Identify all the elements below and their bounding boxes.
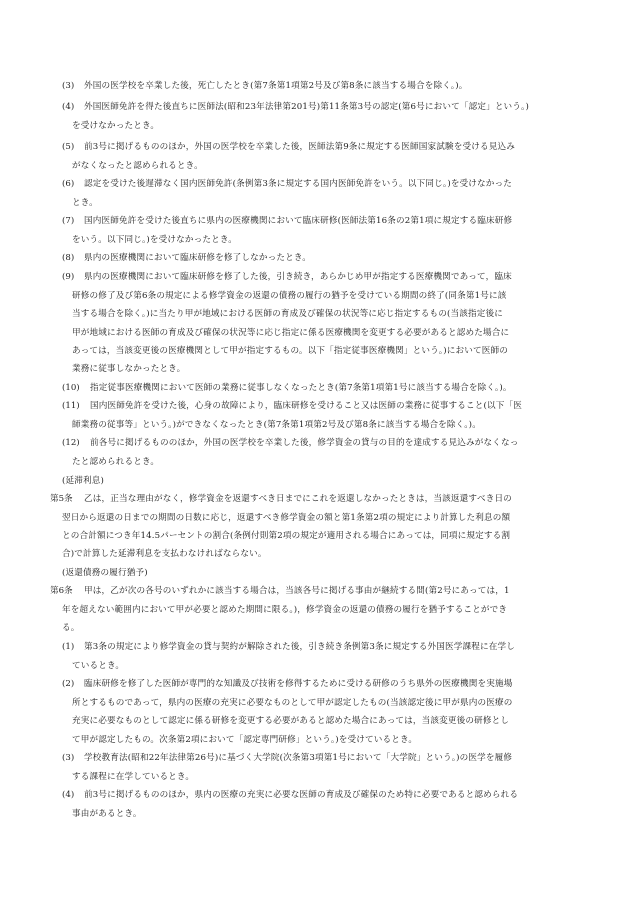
item-text: 充実に必要なものとして認定に係る研修を変更する必要があると認めた場合にあっては，当該変更後の研修とし <box>72 716 510 726</box>
item-number: (12) <box>62 438 80 448</box>
item-number: (2) <box>62 679 75 689</box>
article-text: る。 <box>62 623 80 633</box>
article-text: 翌日から返還の日までの期間の日数に応じ，返還すべき修学資金の額と第1条第2項の規定により計算した利息の額 <box>62 513 511 523</box>
item-number: (4) <box>62 790 75 800</box>
item-text: 研修の修了及び第6条の規定による修学資金の返還の債務の履行の猶予を受けている期間の終了(同条第1号に該 <box>72 291 507 301</box>
section-heading: (返還債務の履行猶予) <box>62 568 148 578</box>
item-text: をいう。以下同じ。)を受けなかったとき。 <box>72 235 237 245</box>
item-text: 学校教育法(昭和22年法律第26号)に基づく大学院(次条第3項第1号において「大学院」という。)の医学を履修 <box>84 753 513 763</box>
article-text: 年を超えない範囲内において甲が必要と認めた期間に限る。)，修学資金の返還の債務の履行を猶予することができ <box>62 605 508 615</box>
section-heading: (延滞利息) <box>62 476 104 486</box>
item-number: (7) <box>62 216 75 226</box>
item-text: 指定従事医療機関において医師の業務に従事しなくなったとき(第7条第1項第1号に該当する場合を除く。)。 <box>90 383 512 393</box>
article-text: 乙は，正当な理由がなく，修学資金を返還すべき日までにこれを返還しなかったときは，当該返還すべき日の <box>84 494 512 504</box>
article-text: との合計額につき年14.5パーセントの割合(条例付則第2項の規定が適用される場合にあっては，同項に規定する割 <box>62 531 511 541</box>
item-text: する課程に在学しているとき。 <box>72 772 195 782</box>
item-text: 国内医師免許を受けた後，心身の故障により，臨床研修を受けること又は医師の業務に従事すること(以下「医 <box>90 401 522 411</box>
item-text: 業務に従事しなかったとき。 <box>72 364 186 374</box>
item-text: とき。 <box>72 198 98 208</box>
item-text: 前各号に掲げるもののほか，外国の医学校を卒業した後，修学資金の貸与の目的を達成する見込みがなくなっ <box>90 438 519 448</box>
article-text: 合)で計算した延滞利息を支払わなければならない。 <box>62 549 267 559</box>
item-text: 県内の医療機関において臨床研修を修了しなかったとき。 <box>84 253 311 263</box>
item-text: て甲が認定したもの。次条第2項において「認定専門研修」という。)を受けているとき。 <box>72 735 418 745</box>
item-number: (11) <box>62 401 80 411</box>
article-text: 甲は，乙が次の各号のいずれかに該当する場合は，当該各号に掲げる事由が継続する間(第2号にあっては，1 <box>84 586 510 596</box>
item-number: (5) <box>62 142 75 152</box>
item-text: を受けなかったとき。 <box>72 121 160 131</box>
item-number: (10) <box>62 383 80 393</box>
item-text: 当する場合を除く。)に当たり甲が地域における医師の育成及び確保の状況等に応じ指定するもの(当該指定後に <box>72 309 503 319</box>
item-text: ているとき。 <box>72 661 125 671</box>
item-text: がなくなったと認められるとき。 <box>72 161 203 171</box>
item-text: 前3号に掲げるもののほか，外国の医学校を卒業した後，医師法第9条に規定する医師国家試験を受ける見込み <box>84 142 515 152</box>
item-text: 事由があるとき。 <box>72 809 142 819</box>
item-text: 外国の医学校を卒業した後，死亡したとき(第7条第1項第2号及び第8条に該当する場合を除く。)。 <box>84 81 468 91</box>
item-number: (1) <box>62 642 75 652</box>
item-text: 前3号に掲げるもののほか，県内の医療の充実に必要な医師の育成及び確保のため特に必要であると認められる <box>84 790 519 800</box>
article-label: 第6条 <box>50 586 73 596</box>
item-number: (4) <box>62 102 75 112</box>
item-number: (3) <box>62 81 75 91</box>
item-number: (6) <box>62 179 75 189</box>
item-text: 外国医師免許を得た後直ちに医師法(昭和23年法律第201号)第11条第3号の認定(第6号において「認定」という。) <box>84 102 529 112</box>
item-text: 第3条の規定により修学資金の貸与契約が解除された後，引き続き条例第3条に規定する外国医学課程に在学し <box>84 642 515 652</box>
item-text: 所とするものであって，県内の医療の充実に必要なものとして甲が認定したもの(当該認定後に甲が県内の医療の <box>72 698 513 708</box>
item-text: たと認められるとき。 <box>72 457 160 467</box>
item-text: あっては，当該変更後の医療機関として甲が指定するもの。以下「指定従事医療機関」という。)において医師の <box>72 346 508 356</box>
article-label: 第5条 <box>50 494 73 504</box>
item-number: (8) <box>62 253 75 263</box>
item-text: 甲が地域における医師の育成及び確保の状況等に応じ指定に係る医療機関を変更する必要があると認めた場合に <box>72 328 510 338</box>
item-number: (3) <box>62 753 75 763</box>
item-text: 県内の医療機関において臨床研修を修了した後，引き続き，あらかじめ甲が指定する医療機関であって，臨床 <box>84 272 512 282</box>
item-text: 認定を受けた後遅滞なく国内医師免許(条例第3条に規定する国内医師免許をいう。以下同じ。)を受けなかった <box>84 179 513 189</box>
item-text: 国内医師免許を受けた後直ちに県内の医療機関において臨床研修(医師法第16条の2第1項に規定する臨床研修 <box>84 216 513 226</box>
item-number: (9) <box>62 272 75 282</box>
item-text: 臨床研修を修了した医師が専門的な知識及び技術を修得するために受ける研修のうち県外の医療機関を実施場 <box>84 679 513 689</box>
item-text: 師業務の従事等」という。)ができなくなったとき(第7条第1項第2号及び第8条に該当する場合を除く。)。 <box>72 420 481 430</box>
